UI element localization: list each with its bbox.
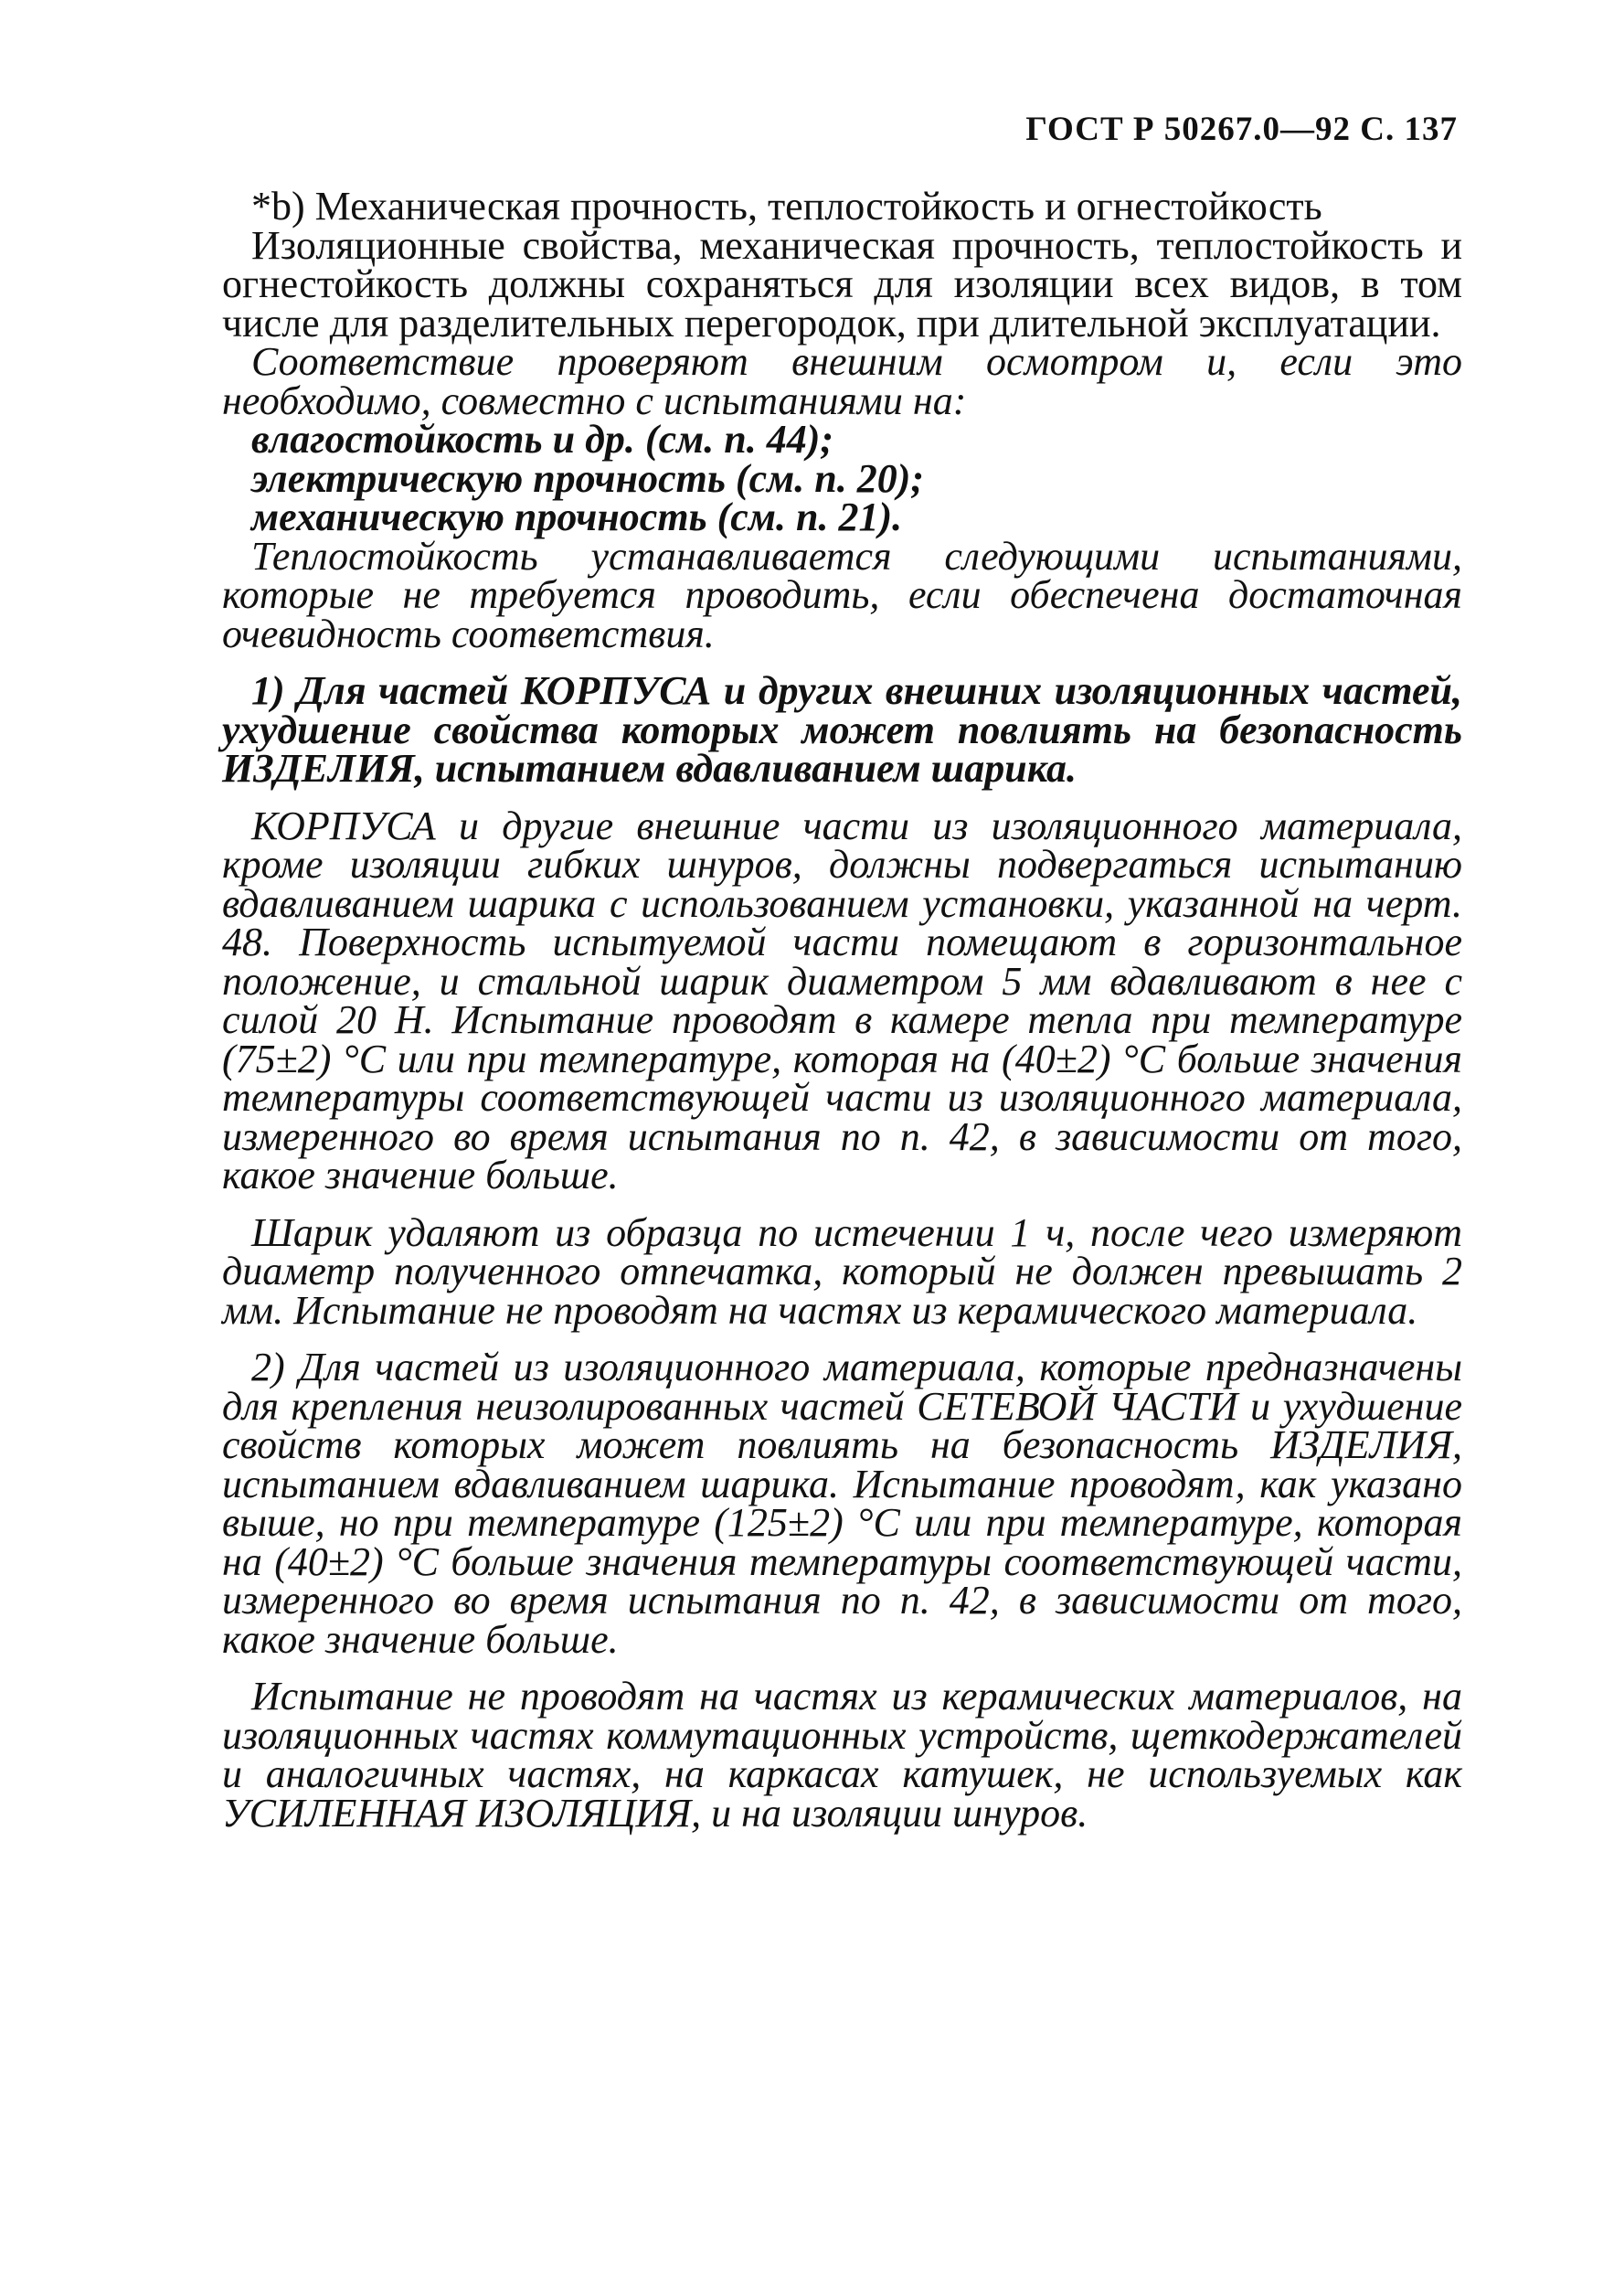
paragraph-heat-resistance: Теплостойкость устанавливается следующими испытаниями, которые не требуется проводить, если обеспечена достаточная очевидность соответствия. [222, 533, 1462, 656]
page-header: ГОСТ Р 50267.0—92 С. 137 [1025, 111, 1458, 148]
item-2-heading: 2) Для частей из изоляционного материала, которые предназначены для крепления неизолированных частей СЕТЕВОЙ ЧАСТИ и ухудшение свойств которых может повлиять на безопасность ИЗДЕЛИЯ, испытанием вдавливанием шарика. Испытание проводят, как указано выше, но при температуре (125±2) °С или при температуре, которая на (40±2) °С больше значения температуры соответствующей части, измеренного во время испытания по п. 42, в зависимости от того, какое значение больше. [222, 1345, 1462, 1662]
reference-item: влагостойкость и др. (см. п. 44); [251, 417, 834, 462]
item-1-heading: 1) Для частей КОРПУСА и других внешних изоляционных частей, ухудшение свойства которых может повлиять на безопасность ИЗДЕЛИЯ, испытанием вдавливанием шарика. [222, 668, 1462, 791]
reference-item: механическую прочность (см. п. 21). [251, 495, 903, 539]
paragraph-compliance: Соответствие проверяют внешним осмотром и, если это необходимо, совместно с испытаниями на: [222, 339, 1462, 423]
paragraph-ball-removal: Шарик удаляют из образца по истечении 1 ч, после чего измеряют диаметр полученного отпечатка, который не должен превышать 2 мм. Испытание не проводят на частях из керамического материала. [222, 1209, 1462, 1333]
reference-item: электрическую прочность (см. п. 20); [251, 455, 925, 501]
section-title: *b) Механическая прочность, теплостойкость и огнестойкость [251, 184, 1322, 229]
paragraph-ball-test: КОРПУСА и другие внешние части из изоляционного материала, кроме изоляции гибких шнуров, должны подвергаться испытанию вдавливанием шарика с использованием установки, указанной на черт. 48. Поверхность испытуемой части помещают в горизонтальное положение, и стальной шарик диаметром 5 мм вдавливают в нее с силой 20 Н. Испытание проводят в камере тепла при температуре (75±2) °С или при температуре, которая на (40±2) °С больше значения температуры соответствующей части из изоляционного материала, измеренного во время испытания по п. 42, в зависимости от того, какое значение больше. [222, 803, 1462, 1197]
paragraph-requirements: Изоляционные свойства, механическая прочность, теплостойкость и огнестойкость должны сохраняться для изоляции всех видов, в том числе для разделительных перегородок, при длительной эксплуатации. [222, 222, 1462, 346]
paragraph-exceptions: Испытание не проводят на частях из керамических материалов, на изоляционных частях коммутационных устройств, щеткодержателей и аналогичных частях, на каркасах катушек, не используемых как УСИЛЕННАЯ ИЗОЛЯЦИЯ, и на изоляции шнуров. [222, 1674, 1462, 1836]
document-body [222, 184, 1462, 1836]
